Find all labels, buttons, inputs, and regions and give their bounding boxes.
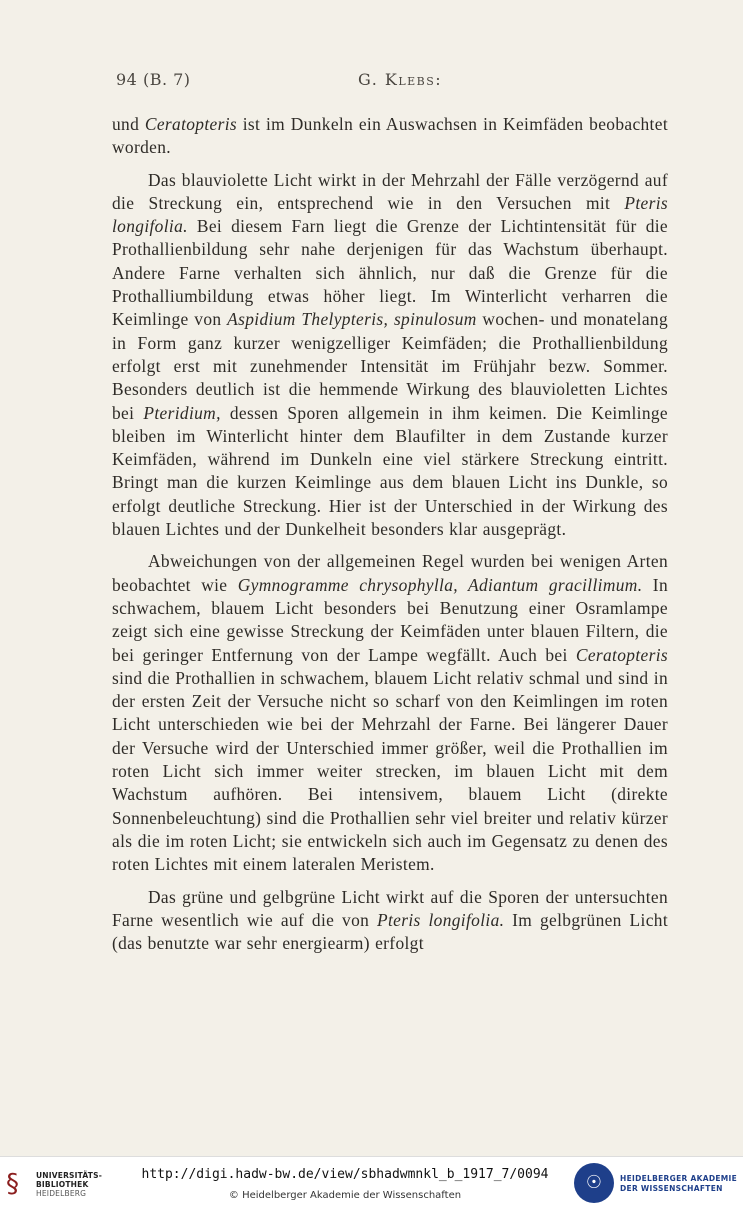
italic-taxon-name: Pteridium, [143,402,221,423]
academy-logo-line-1: HEIDELBERGER AKADEMIE [620,1174,738,1183]
italic-taxon-name: Ceratopteris [575,644,668,665]
page-reference: 94 (B. 7) [116,70,191,89]
paragraph [112,550,668,876]
text-run: sind die Prothallien in schwachem, blauem Licht relativ schmal und sind in der ersten Zeit der Versuche nicht so scharf von den Keimlingen im roten Licht unterschieden wie bei der Mehrzahl der Farne. Bei längerer Dauer der Versuche wird der Unterschied immer größer, weil die Prothallien im roten Licht sich immer weiter strecken, im blauen Licht mit dem Wachstum aufhören. Bei intensivem, blauem Licht (direkte Sonnenbeleuchtung) sind die Prothallien sehr viel breiter und relativ kürzer als die im roten Licht; sie entwickeln sich auch im Gegensatz zu denen des roten Lichtes mit einem lateralen Meristem. [112,667,668,875]
body-text [112,113,668,964]
text-run: Das blauviolette Licht wirkt in der Mehrzahl der Fälle verzögernd auf die Streckung ein, entsprechend wie in den Versuchen mit [112,169,668,213]
text-run: Abweichungen von der allgemeinen Regel wurden bei wenigen Arten beobachtet wie [112,551,668,595]
italic-taxon-name: Gymnogramme chrysophylla, Adiantum gracillimum. [237,574,643,595]
text-run: wochen- und monatelang in Form ganz kurzer wenigzelliger Keimfäden; die Prothallienbildung erfolgt erst mit zunehmender Intensität im Frühjahr bezw. Sommer. Besonders deutlich ist die hemmende Wirkung des blauvioletten Lichtes bei [112,309,668,423]
paragraph [112,886,668,956]
author-heading: G. Klebs: [358,70,443,89]
text-run: Das grüne und gelbgrüne Licht wirkt auf die Sporen der untersuchten Farne wesentlich wie auf die von [112,886,668,930]
viewer-footer [0,1156,743,1210]
text-run: Im gelbgrünen Licht (das benutzte war sehr energiearm) erfolgt [112,909,669,954]
permalink-url[interactable]: http://digi.hadw-bw.de/view/sbhadwmnkl_b_1917_7/0094 [141,1167,549,1182]
university-library-logo[interactable] [6,1165,126,1203]
academy-logo-line-2: DER WISSENSCHAFTEN [620,1184,723,1193]
academy-logo[interactable] [574,1163,740,1205]
text-run: In schwachem, blauem Licht besonders bei Benutzung einer Osramlampe zeigt sich eine gewisse Streckung der Keimfäden unter blauen Filtern, die bei geringer Entfernung von der Lampe wegfällt. Auch bei [112,574,668,665]
italic-taxon-name: Ceratopteris [144,114,238,134]
text-run: Bei diesem Farn liegt die Grenze der Lichtintensität für die Prothallienbildung sehr nahe derjenigen für das Wachstum überhaupt. Andere Farne verhalten sich ähnlich, nur daß die Grenze für die Prothalliumbildung etwas höher liegt. Im Winterlicht verharren die Keimlinge von [112,216,668,330]
ub-logo-line-2: BIBLIOTHEK [36,1180,89,1189]
academy-seal-icon: ☉ [574,1163,614,1203]
text-run: und [112,114,145,134]
italic-taxon-name: Pteris longifolia. [112,192,668,237]
italic-taxon-name: Aspidium Thelypteris, spinulosum [227,309,477,330]
text-run: dessen Sporen allgemein in ihm keimen. Die Keimlinge bleiben im Winterlicht hinter dem Blaufilter in dem Zustande kurzer Keimfäden, während im Dunkeln eine viel stärkere Streckung eintritt. Bringt man die kurzen Keimlinge aus dem blauen Licht ins Dunkle, so erfolgt deutliche Streckung. Hier ist der Unterschied in der Wirkung des blauen Lichtes und der Dunkelheit besonders klar ausgeprägt. [112,402,668,540]
text-run: ist im Dunkeln ein Auswachsen in Keimfäden beobachtet worden. [112,114,668,158]
ub-heidelberg-icon: § [6,1169,19,1199]
paragraph [112,169,668,542]
italic-taxon-name: Pteris longifolia. [377,909,505,930]
ub-logo-line-1: UNIVERSITÄTS- [36,1171,103,1180]
ub-logo-line-3: HEIDELBERG [36,1189,87,1198]
paragraph [112,113,668,160]
copyright-notice: © Heidelberger Akademie der Wissenschaften [228,1190,462,1201]
